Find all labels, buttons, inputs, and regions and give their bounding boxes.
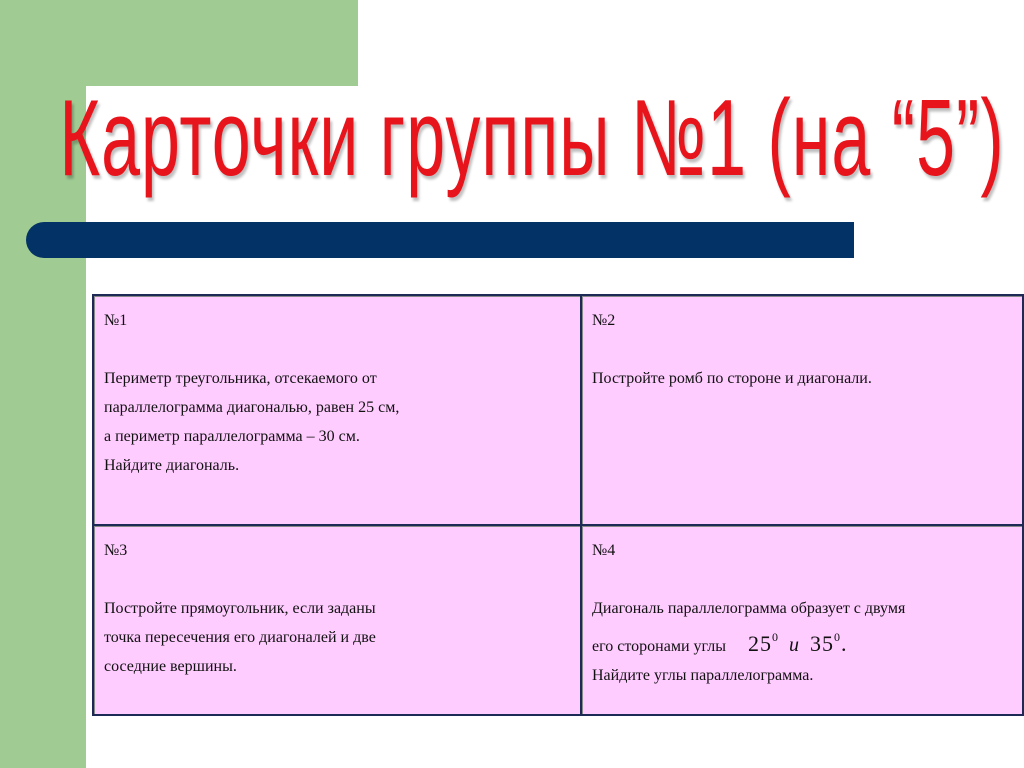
card-text-line: Постройте ромб по стороне и диагонали. — [592, 370, 872, 387]
angle-conjunction: и — [788, 634, 800, 656]
angle-period: . — [840, 631, 848, 656]
card-number: №1 — [104, 312, 128, 329]
card-number: №4 — [592, 542, 616, 559]
card-text-line: точка пересечения его диагоналей и две — [104, 629, 376, 646]
card-text-line: Постройте прямоугольник, если заданы — [104, 600, 376, 617]
card-number: №2 — [592, 312, 616, 329]
card-text: его сторонами углы — [592, 638, 726, 655]
card-text-line: Найдите диагональ. — [104, 457, 240, 474]
angle-a-value: 25 — [747, 631, 772, 656]
card-3 — [93, 525, 581, 715]
card-text-line: Диагональ параллелограмма образует с двумя — [592, 600, 906, 617]
cards-table — [92, 294, 1024, 716]
card-text-line: соседние вершины. — [104, 658, 237, 675]
card-2 — [581, 295, 1023, 525]
card-4 — [581, 525, 1023, 715]
card-text-line-with-angles — [592, 623, 1012, 661]
slide-title: Карточки группы №1 (на “5”) — [59, 77, 1005, 199]
card-text-line: параллелограмма диагональю, равен 25 см, — [104, 399, 400, 416]
angle-b-degree: 0 — [833, 630, 841, 644]
card-text-line: Найдите углы параллелограмма. — [592, 667, 814, 684]
card-text-line: Периметр треугольника, отсекаемого от — [104, 370, 377, 387]
angle-a-degree: 0 — [771, 630, 779, 644]
angle-b-value: 35 — [809, 631, 834, 656]
card-1 — [93, 295, 581, 525]
angle-formula — [748, 631, 848, 656]
card-text-line: а периметр параллелограмма – 30 см. — [104, 428, 360, 445]
title-underline-bar — [26, 222, 854, 258]
card-number: №3 — [104, 542, 128, 559]
